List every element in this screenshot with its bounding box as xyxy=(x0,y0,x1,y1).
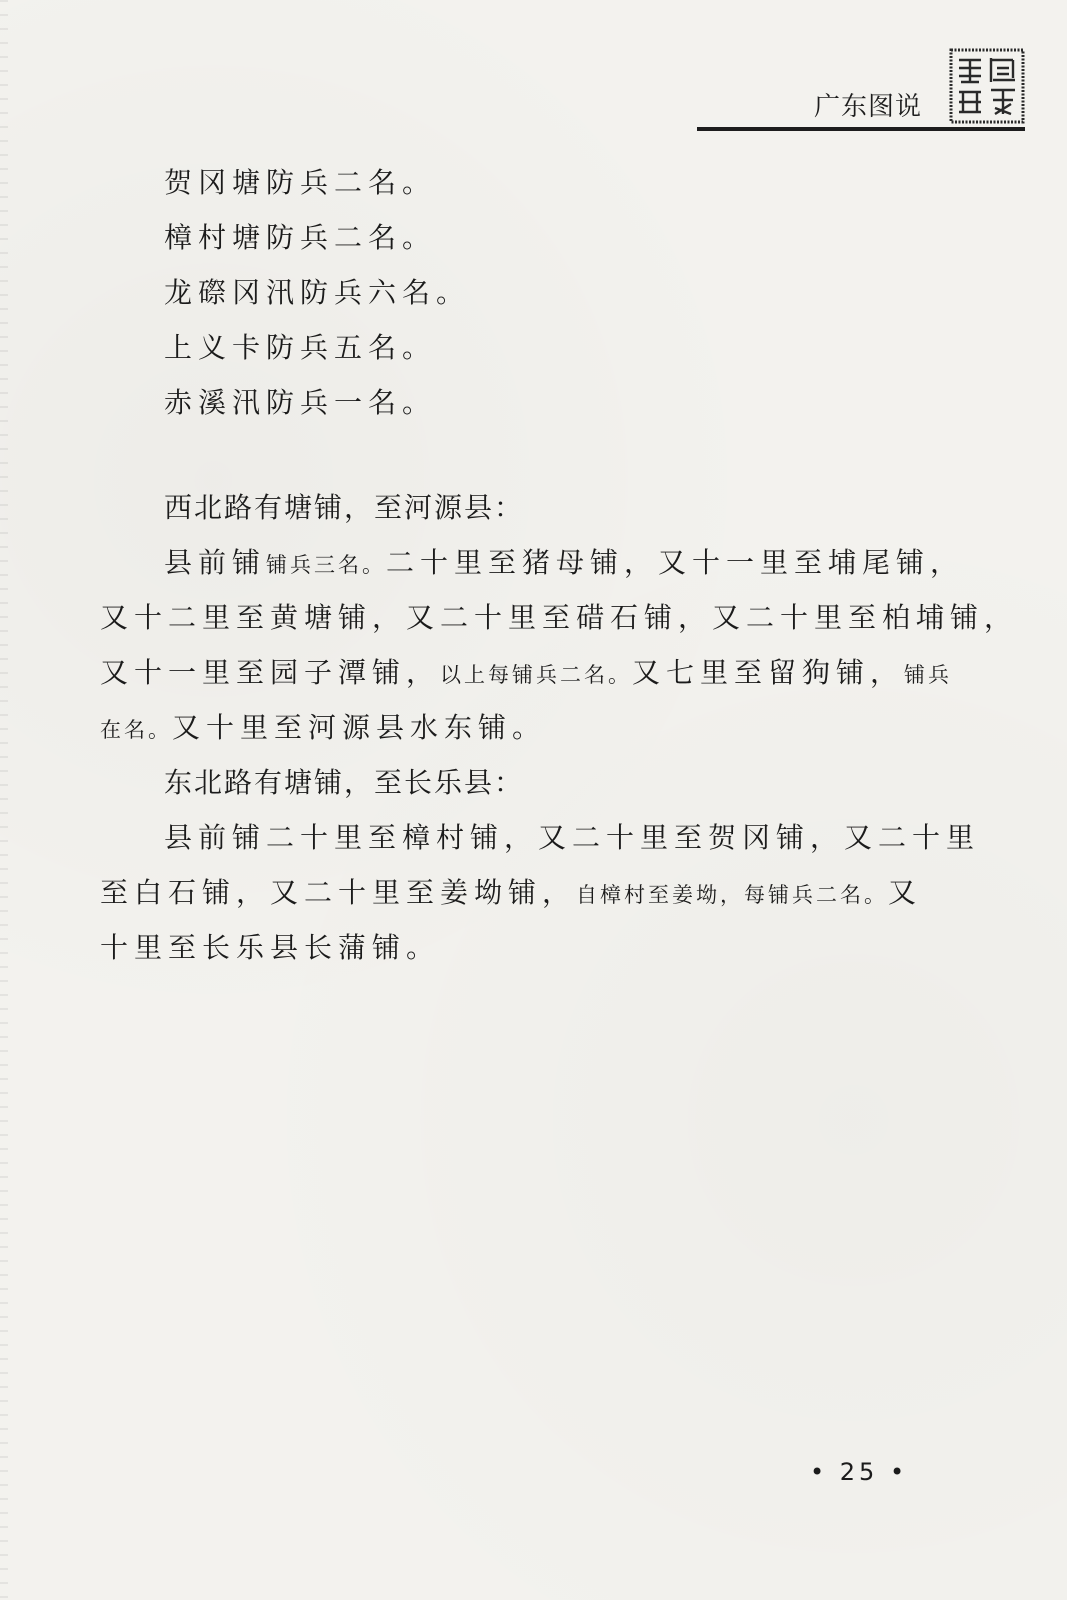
paragraph-line: 又十二里至黄塘铺，又二十里至碏石铺，又二十里至柏埔铺， xyxy=(100,601,1019,634)
list-item: 上义卡防兵五名。 xyxy=(164,331,437,364)
list-item: 贺冈塘防兵二名。 xyxy=(164,166,437,199)
text-run: 又十里至河源县水东铺。 xyxy=(172,711,547,744)
text-run: 县前铺 xyxy=(164,546,267,579)
paragraph-line xyxy=(100,700,924,755)
annotation-note: 铺兵三名。 xyxy=(266,553,387,577)
list-item: 樟村塘防兵二名。 xyxy=(164,221,437,254)
annotation-note: 自樟村至姜坳，每铺兵二名。 xyxy=(576,883,889,907)
list-block xyxy=(100,155,924,430)
paragraph-line xyxy=(100,535,965,590)
scan-edge-shadow xyxy=(0,0,8,1600)
header-rule xyxy=(697,127,1025,131)
northwest-route-heading: 西北路有塘铺，至河源县： xyxy=(164,491,525,524)
text-run: 又十一里至园子潭铺， xyxy=(100,656,441,689)
text-run: 又 xyxy=(888,876,923,909)
text-run: 二十里至猪母铺，又十一里至埔尾铺， xyxy=(386,546,965,579)
page-number: • 25 • xyxy=(810,1458,909,1486)
list-item: 龙磜冈汛防兵六名。 xyxy=(164,276,471,309)
paragraph-line xyxy=(100,645,953,700)
northeast-route-heading: 东北路有塘铺，至长乐县： xyxy=(164,766,525,799)
seal-stamp-icon xyxy=(949,48,1025,124)
text-run: 至白石铺，又二十里至姜坳铺， xyxy=(100,876,577,909)
route-section xyxy=(100,480,1019,975)
paragraph-line: 县前铺二十里至樟村铺，又二十里至贺冈铺，又二十里 xyxy=(164,821,981,854)
paragraph-line xyxy=(100,865,924,920)
annotation-note: 以上每铺兵二名。 xyxy=(440,663,633,687)
paragraph-line: 十里至长乐县长蒲铺。 xyxy=(100,931,441,964)
annotation-note: 铺兵 xyxy=(904,663,953,687)
text-run: 又七里至留狗铺， xyxy=(632,656,905,689)
list-item: 赤溪汛防兵一名。 xyxy=(164,386,437,419)
running-head-title: 广东图说 xyxy=(813,92,922,122)
annotation-note: 在名。 xyxy=(100,718,172,742)
